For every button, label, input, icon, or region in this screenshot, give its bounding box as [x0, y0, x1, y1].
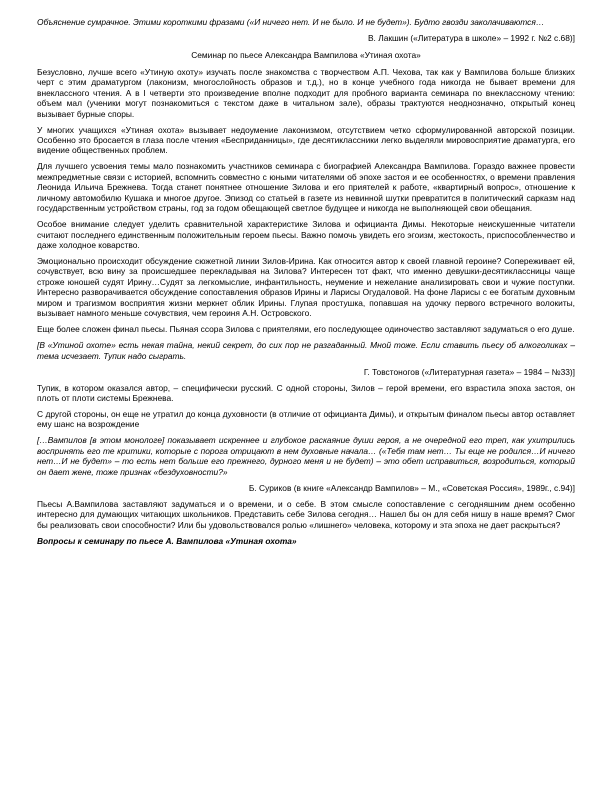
surikov-quote: […Вампилов [в этом монологе] показывает искреннее и глубокое раскаяние души героя, а не очередной его треп, как ухитрились воспринять его те критики, которые с порога отрицают в нем духовные начала… («Тебя там нет… Ты еще не родился…И ничего нет…И не будет» – то есть нет больше его прежнего, дурного меня и не будет) – это обет исправиться, возродиться, который он дает жене, тоже признак «бездуховности?» — [37, 435, 575, 477]
intro-quote: Объяснение сумрачное. Этими короткими фразами («И ничего нет. И не было. И не будет»). Будто гвозди заколачиваются… — [37, 17, 545, 27]
paragraph-8: С другой стороны, он еще не утратил до конца духовности (в отличие от официанта Димы), и открытым финалом пьесы автор оставляет ему шанс на возрождение — [37, 409, 575, 430]
paragraph-5: Эмоционально происходит обсуждение сюжетной линии Зилов-Ирина. Как относится автор к своей главной героине? Сопереживает ей, сочувствует, всю вину за происшедшее перекладывая на Зилова? Интересен тот факт, что именно девушки-десятиклассницы чаще строже юношей судят Ирину…Судят за легкомыслие, инфантильность, неумение и нежелание анализировать свои и чужие поступки. Интересно разворачивается обсуждение сопоставления образов Ирины и Ларисы Огудаловой. На фоне Ларисы с ее богатым духовным миром и трагизмом восприятия жизни меркнет облик Ирины. Глупая простушка, попавшая на удочку первого встречного волокиты, вызывает намного меньше сочувствия, чем героиня А.Н. Островского. — [37, 255, 575, 319]
paragraph-7: Тупик, в котором оказался автор, – специфически русский. С одной стороны, Зилов – герой времени, его взрастила эпоха застоя, он плоть от плоти системы Брежнева. — [37, 382, 575, 403]
paragraph-1: Безусловно, лучше всего «Утиную охоту» изучать после знакомства с творчеством А.П. Чехова, так как у Вампилова больше близких черт с этим драматургом (лаконизм, многослойность образов и т.д.), но в конце учебного года никогда не бывает времени для внеклассного чтения. А в I четверти это произведение вполне подходит для пробного варианта семинара по внеклассному чтению: объем мал (ученики могут познакомиться с текстом даже в читальном зале), образы трактуются неоднозначно, открытый конец вызывает бурные споры. — [37, 66, 575, 119]
seminar-title: Семинар по пьесе Александра Вампилова «Утиная охота» — [191, 50, 421, 61]
questions-heading: Вопросы к семинару по пьесе А. Вампилова «Утиная охота» — [37, 536, 297, 547]
intro-quote-source: В. Лакшин («Литература в школе» – 1992 г. №2 с.68)] — [367, 33, 575, 44]
tovstonogov-quote: [В «Утиной охоте» есть некая тайна, некий секрет, до сих пор не разгаданный. Мной тоже. Если ставить пьесу об алкоголиках – тема исчезает. Тупик надо сыграть. — [37, 340, 575, 361]
paragraph-9: Пьесы А.Вампилова заставляют задуматься и о времени, и о себе. В этом смысле сопоставление с сегодняшним днем особенно интересно для думающих читающих школьников. Представить себе Зилова сегодня… Нашел бы он для себя нишу в наше время? Смог бы реализовать свои способности? Или бы удовольствовался ролью «лишнего» человека, которому и эта эпоха не дает раскрыться? — [37, 498, 575, 530]
tovstonogov-quote-source: Г. Товстоногов («Литературная газета» – 1984 – №33)] — [363, 366, 575, 377]
paragraph-4: Особое внимание следует уделить сравнительной характеристике Зилова и официанта Димы. Некоторые неискушенные читатели считают последнего единственным положительным героем пьесы. Важно помочь увидеть его эгоизм, жестокость, приспособленчество и даже холодное коварство. — [37, 219, 575, 250]
paragraph-6: Еще более сложен финал пьесы. Пьяная ссора Зилова с приятелями, его последующее одиночество заставляют задуматься о его душе. — [37, 324, 575, 335]
surikov-quote-source: Б. Суриков (в книге «Александр Вампилов» – М., «Советская Россия», 1989г., с.94)] — [248, 482, 575, 493]
paragraph-3: Для лучшего усвоения темы мало познакомить участников семинара с биографией Александра Вампилова. Гораздо важнее провести межпредметные связи с историей, вспомнить совместно с юными читателями об эпохе застоя и ее особенностях, о времени правления Леонида Ильича Брежнева. Тогда станет понятнее отношение Зилова и его приятелей к работе, «квартирный вопрос», отношение к личному автомобилю Кушака и многое другое. Эпизод со статьей в газете из невинной шутки превратится в политический сарказм над государственным устройством страны, год за годом обещающей светлое будущее и никогда не выполняющей свои обещания. — [37, 161, 575, 214]
paragraph-2: У многих учащихся «Утиная охота» вызывает недоумение лаконизмом, отсутствием четко сформулированной авторской позиции. Особенно это бросается в глаза после чтения «Бесприданницы», где десятиклассники легко выделяли мировосприятие драматурга, его видение общественных проблем. — [37, 124, 575, 156]
